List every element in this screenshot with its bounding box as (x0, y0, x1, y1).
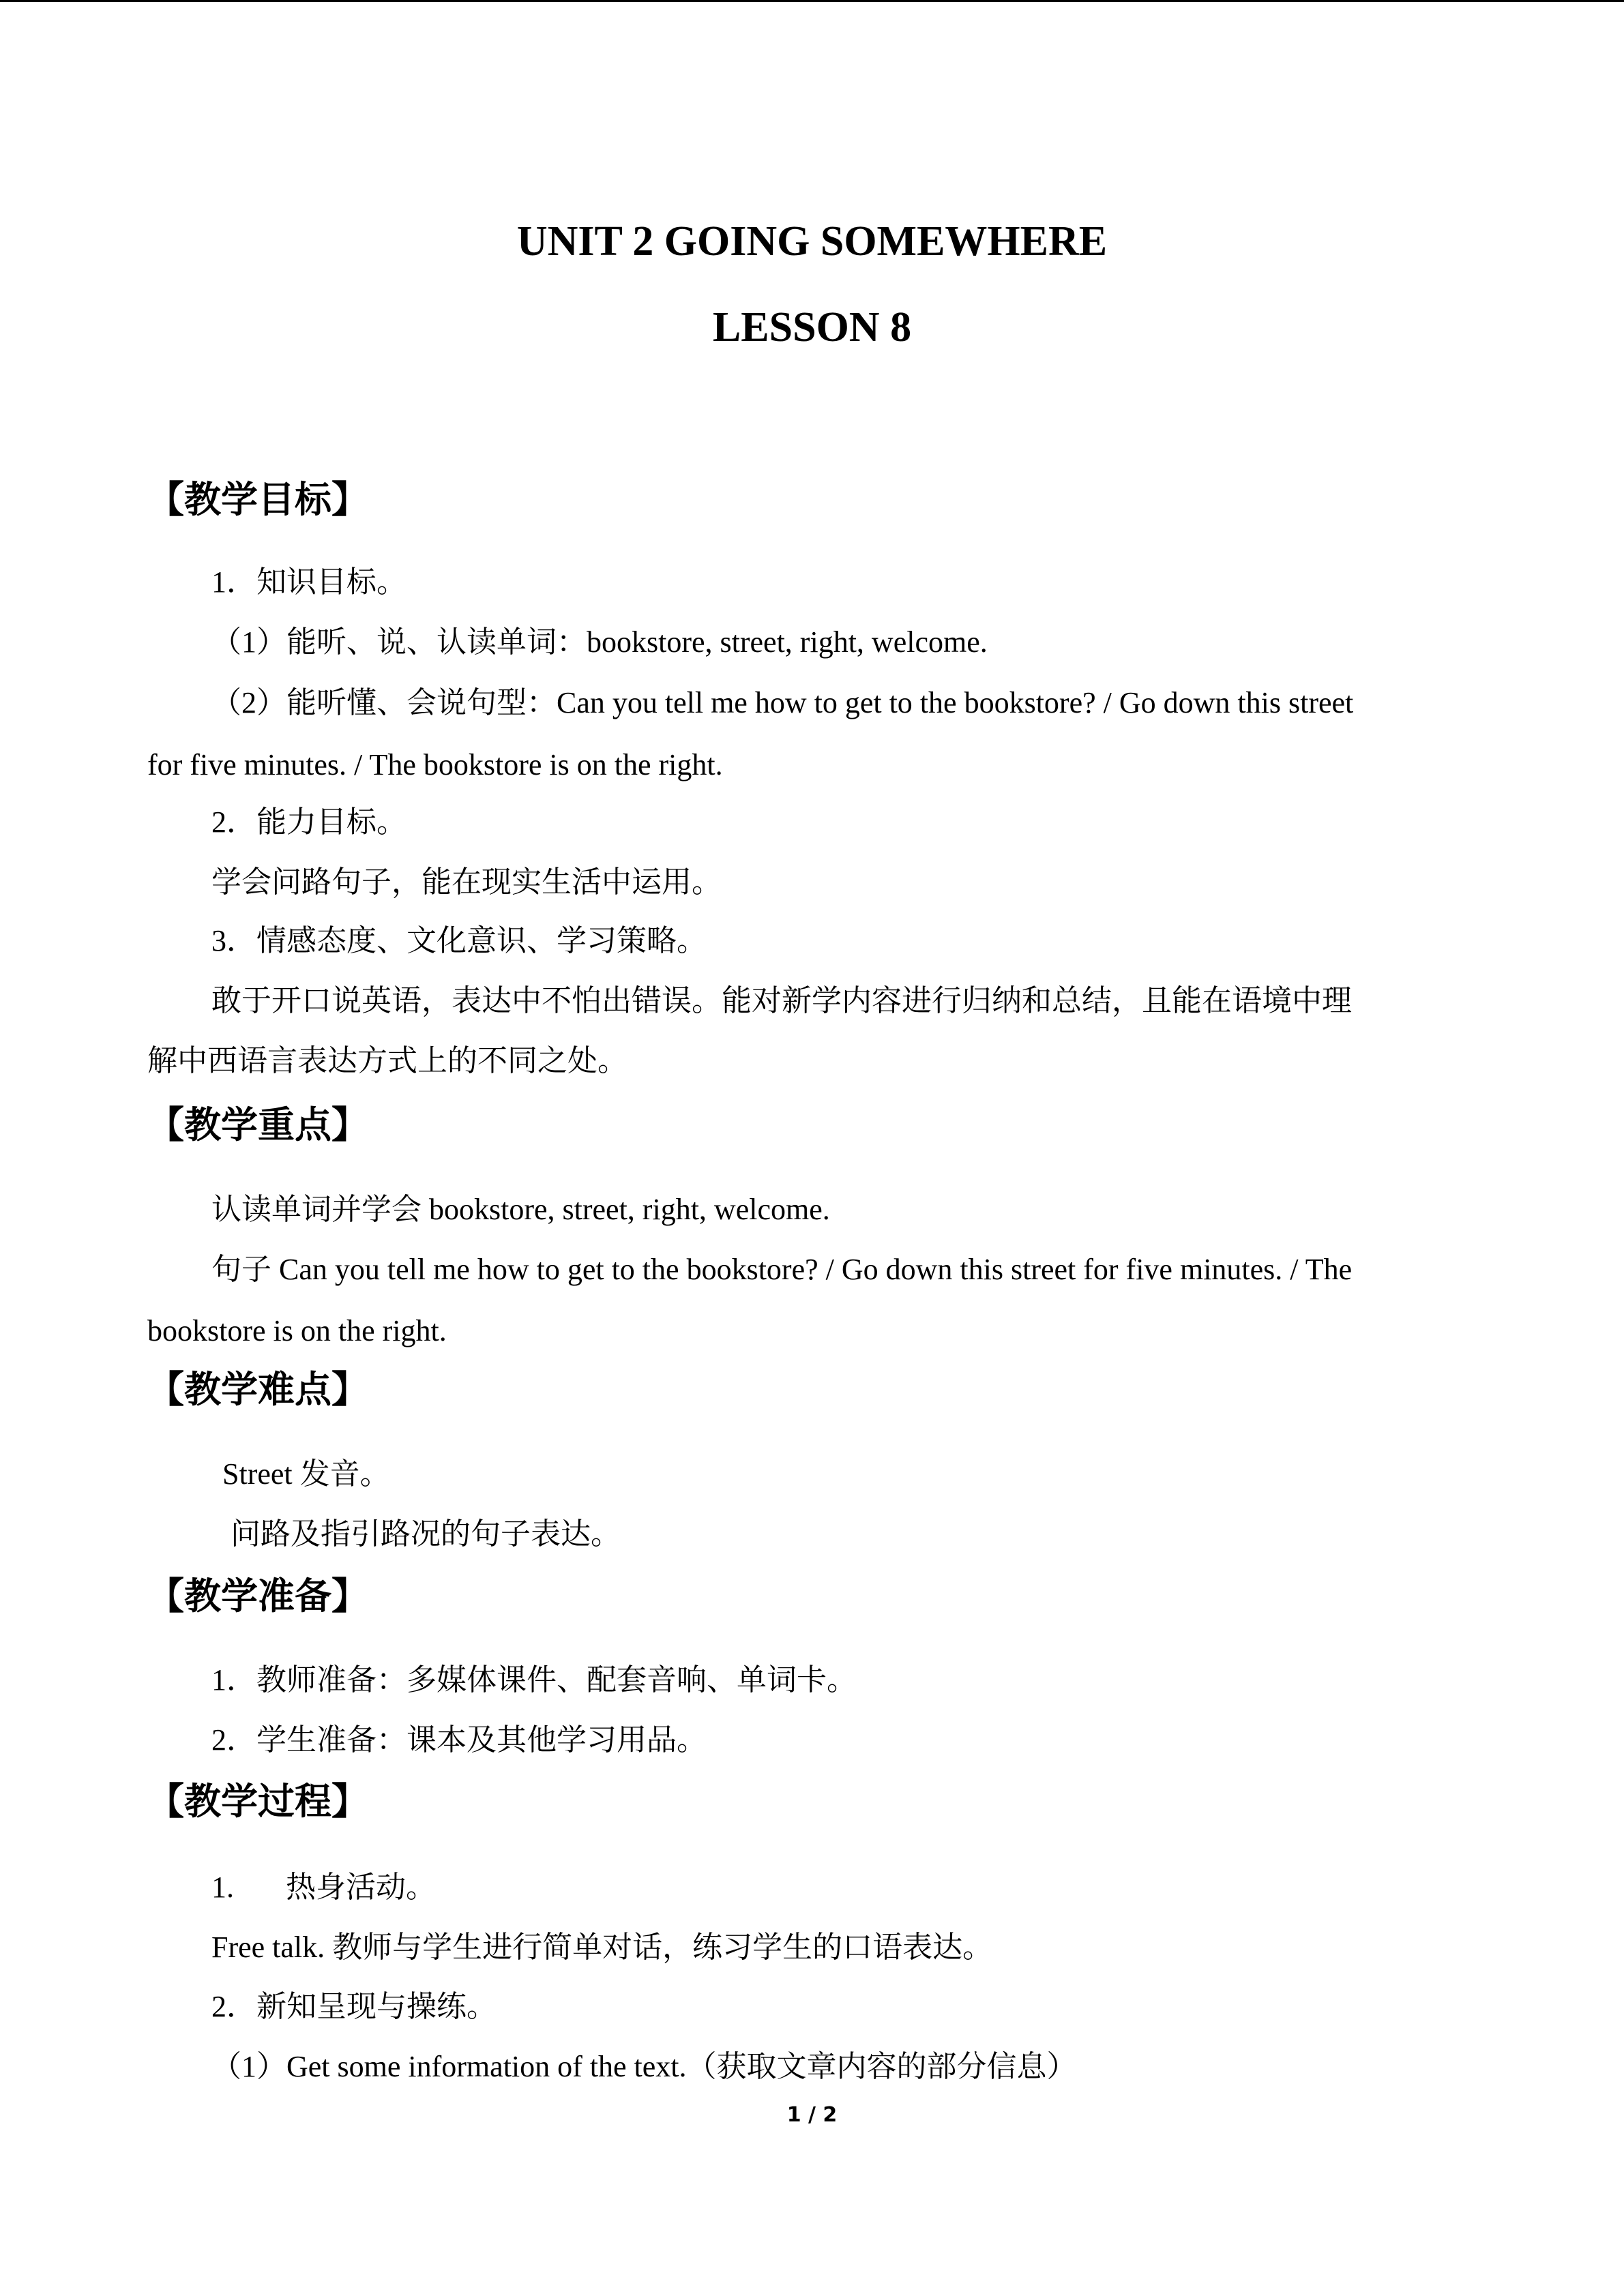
paragraph-line: 解中西语言表达方式上的不同之处。 (147, 1044, 628, 1077)
paragraph-line: 2．学生准备：课本及其他学习用品。 (211, 1723, 707, 1757)
paragraph-line: （2）能听懂、会说句型：Can you tell me how to get to the bookstore? / Go down this street (211, 686, 1354, 719)
paragraph-line: 认读单词并学会 bookstore, street, right, welcome. (211, 1193, 830, 1226)
unit-title: UNIT 2 GOING SOMEWHERE (516, 218, 1108, 265)
section-heading-process: 【教学过程】 (147, 1780, 368, 1823)
paragraph-line: 敢于开口说英语，表达中不怕出错误。能对新学内容进行归纳和总结，且能在语境中理 (211, 984, 1352, 1017)
paragraph-line: 句子 Can you tell me how to get to the bookstore? / Go down this street for five minutes. / The (211, 1253, 1353, 1286)
paragraph-line: 问路及指引路况的句子表达。 (231, 1517, 621, 1551)
section-heading-key-points: 【教学重点】 (147, 1103, 368, 1146)
section-heading-preparation: 【教学准备】 (147, 1575, 368, 1617)
paragraph-line (211, 1870, 436, 1904)
paragraph-line: （1）Get some information of the text.（获取文章内容的部分信息） (211, 2050, 1077, 2083)
paragraph-line: 1．知识目标。 (211, 565, 407, 599)
lesson-title: LESSON 8 (712, 304, 912, 351)
paragraph-line: 3．情感态度、文化意识、学习策略。 (211, 924, 707, 957)
section-heading-difficulties: 【教学难点】 (147, 1368, 368, 1411)
page-number: 1 / 2 (786, 2103, 838, 2127)
paragraph-line: for five minutes. / The bookstore is on the right. (147, 748, 723, 781)
paragraph-line: Street 发音。 (222, 1457, 390, 1491)
list-text: 热身活动。 (286, 1870, 436, 1904)
paragraph-line: Free talk. 教师与学生进行简单对话，练习学生的口语表达。 (211, 1930, 993, 1964)
list-number: 1. (211, 1870, 234, 1904)
paragraph-line: 2．能力目标。 (211, 805, 407, 839)
paragraph-line: 1．教师准备：多媒体课件、配套音响、单词卡。 (211, 1663, 857, 1697)
paragraph-line: bookstore is on the right. (147, 1314, 447, 1347)
paragraph-line: 学会问路句子，能在现实生活中运用。 (211, 865, 722, 899)
paragraph-line: 2．新知呈现与操练。 (211, 1990, 497, 2023)
paragraph-line: （1）能听、说、认读单词：bookstore, street, right, welcome. (211, 625, 988, 659)
section-heading-objectives: 【教学目标】 (147, 478, 368, 521)
